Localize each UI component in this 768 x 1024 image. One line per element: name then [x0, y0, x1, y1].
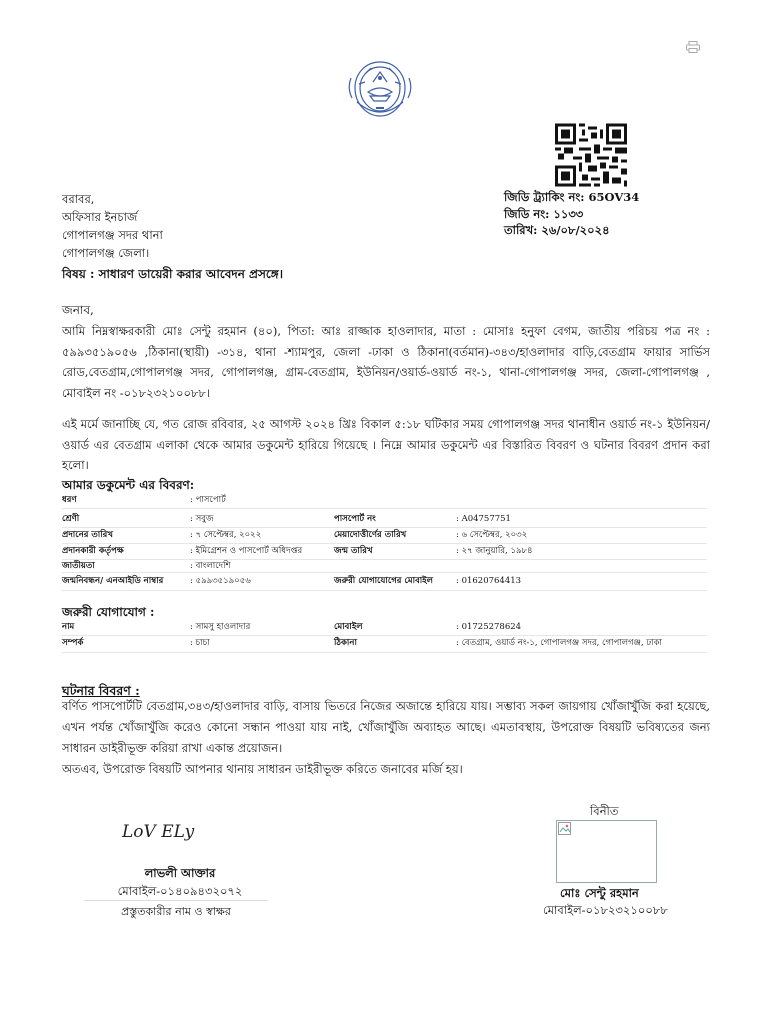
doc-type-label: ধরণ: [62, 495, 77, 505]
recipient-address: [62, 190, 163, 262]
divider: [62, 543, 707, 544]
divider: [62, 572, 707, 573]
incident-closing: অতএব, উপরোক্ত বিষয়টি আপনার থানায় সাধারন ডাইরীভূক্ত করিতে জনাবের মর্জি হয়।: [62, 762, 463, 776]
doc-field-value: : ৬ সেপ্টেম্বর, ২০৩২: [456, 530, 528, 540]
contact-field-value: : বেতগ্রাম, ওয়ার্ড নং-১, গোপালগঞ্জ সদর, গোপালগঞ্জ, ঢাকা: [456, 638, 663, 648]
broken-image-icon: [558, 822, 572, 836]
gd-info: [504, 189, 639, 239]
preparer-signature: [112, 803, 212, 855]
doc-field-label: জরুরী যোগাযোগের মোবাইল: [334, 576, 434, 586]
recipient-line: অফিসার ইনচার্জ: [62, 210, 138, 224]
doc-field-label: পাসপোর্ট নং: [334, 514, 376, 524]
salutation: জনাব,: [62, 303, 94, 317]
doc-field-label: প্রদানকারী কর্তৃপক্ষ: [62, 546, 124, 556]
subject-line: বিষয় : সাধারণ ডায়েরী করার আবেদন প্রসঙ্গে।: [62, 267, 283, 281]
gd-number: জিডি নং: ১১৩৩: [504, 206, 584, 221]
doc-field-value: : 01620764413: [456, 576, 522, 586]
doc-field-value: : ২৭ জানুয়ারি, ১৯৮৪: [456, 546, 533, 556]
divider: [62, 527, 707, 528]
printer-icon[interactable]: [686, 38, 700, 50]
doc-field-label: মেয়াদোত্তীর্ণের তারিখ: [334, 530, 407, 540]
applicant-paragraph: আমি নিম্নস্বাক্ষরকারী মোঃ সেন্টু রহমান (৪০), পিতা: আঃ রাজ্জাক হাওলাদার, মাতা : মোসাঃ হনুফা বেগম, জাতীয় পরিচয় পত্র নং : ৫৯৯৩৫১৯০৫৬ ,ঠিকানা(স্থায়ী) -৩১৪, থানা -শ্যামপুর, জেলা -ঢাকা ও ঠিকানা(বর্তমান)-৩৪৩/হাওলাদার বাড়ি,বেতগ্রাম ফায়ার সার্ভিস রোড,বেতগ্রাম,গোপালগঞ্জ সদর, গোপালগঞ্জ, গ্রাম-বেতগ্রাম, ইউনিয়ন/ওয়ার্ড-ওয়ার্ড নং-১, থানা-গোপালগঞ্জ সদর, জেলা-গোপালগঞ্জ , মোবাইল নং -০১৮২৩২১০০৮৮।: [62, 324, 710, 400]
doc-field-value: : বাংলাদেশি: [190, 561, 231, 571]
contact-field-label: মোবাইল: [334, 622, 363, 632]
preparer-caption: প্রস্তুতকারীর নাম ও স্বাক্ষর: [84, 900, 268, 922]
doc-field-value: : ইমিগ্রেশন ও পাসপোর্ট অধিদপ্তর: [190, 546, 303, 556]
doc-field-label: শ্রেণী: [62, 514, 80, 524]
doc-field-value: : সবুজ: [190, 514, 214, 524]
doc-field-label: জন্মনিবন্ধন/ এনআইডি নাম্বার: [62, 576, 164, 586]
gd-date: তারিখ: ২৬/০৮/২০২৪: [504, 223, 610, 237]
recipient-line: বরাবর,: [62, 192, 95, 206]
contact-field-value: : 01725278624: [456, 622, 522, 632]
divider: [62, 635, 707, 636]
contact-field-label: নাম: [62, 622, 75, 632]
incident-intro-paragraph: এই মর্মে জানাচ্ছি যে, গত রোজ রবিবার, ২৫ আগস্ট ২০২৪ খ্রিঃ বিকাল ৫:১৮ ঘটিকার সময় গোপালগঞ্জ সদর থানাধীন ওয়ার্ড নং-১ ইউনিয়ন/ওয়ার্ড এর বেতগ্রাম এলাকা থেকে আমার ডকুমেন্ট হারিয়ে গিয়েছে । নিম্নে আমার ডকুমেন্ট এর বিস্তারিত বিবরণ ও ঘটনার বিবরণ প্রদান করা হলো।: [62, 417, 710, 472]
contact-section-title: জরুরী যোগাযোগ :: [62, 605, 155, 619]
signature-text: LoV ELy: [122, 822, 195, 842]
recipient-line: গোপালগঞ্জ সদর থানা: [62, 228, 163, 242]
police-emblem-icon: [343, 58, 417, 122]
closing-text: বিনীত: [590, 804, 619, 818]
applicant-name: মোঃ সেন্টু রহমান: [560, 886, 639, 900]
doc-field-value: : A04757751: [456, 514, 511, 524]
doc-field-label: জাতীয়তা: [62, 561, 95, 571]
doc-field-label: প্রদানের তারিখ: [62, 530, 113, 540]
preparer-name: লাভলী আক্তার: [144, 866, 216, 880]
divider: [62, 559, 707, 560]
contact-field-value: : চাচা: [190, 638, 210, 648]
applicant-mobile: মোবাইল-০১৮২৩২১০০৮৮: [543, 903, 668, 917]
contact-field-value: : সামসু হাওলাদার: [190, 622, 251, 632]
divider: [62, 508, 707, 509]
applicant-signature-image: [556, 820, 657, 883]
doc-field-value: : ৫৯৯৩৫১৯০৫৬: [190, 576, 251, 586]
preparer-mobile: মোবাইল-০১৪০৯৪৩২০৭২: [117, 884, 243, 898]
divider: [62, 590, 707, 591]
incident-title: ঘটনার বিবরণ :: [62, 683, 140, 698]
incident-description: বর্ণিত পাসপোর্টটি বেতগ্রাম,৩৪৩/হাওলাদার বাড়ি, বাসায় ভিতরে নিজের অজান্তে হারিয়ে যায়। সম্ভাব্য সকল জায়গায় খোঁজাখুঁজি করা হয়েছে, এখন পর্যন্ত খোঁজাখুঁজি করেও কোনো সন্ধান পাওয়া যায় নাই, খোঁজাখুঁজি অব্যাহত আছে। এমতাবস্থায়, উপরোক্ত বিষয়টি ভবিষ্যতের জন্য সাধারন ডাইরীভূক্ত করিয়া রাখা একান্ত প্রয়োজন।: [62, 699, 710, 755]
doc-type-value: : পাসপোর্ট: [190, 495, 226, 505]
contact-field-label: ঠিকানা: [334, 638, 357, 648]
divider: [62, 652, 707, 653]
doc-field-value: : ৭ সেপ্টেম্বর, ২০২২: [190, 530, 262, 540]
document-section-title: আমার ডকুমেন্ট এর বিবরণ:: [62, 478, 195, 492]
qr-code-icon: [555, 123, 627, 187]
gd-tracking: জিডি ট্র্যাকিং নং: 65OV34: [504, 190, 640, 204]
recipient-line: গোপালগঞ্জ জেলা।: [62, 246, 150, 260]
doc-field-label: জন্ম তারিখ: [334, 546, 373, 556]
contact-field-label: সম্পর্ক: [62, 638, 84, 648]
